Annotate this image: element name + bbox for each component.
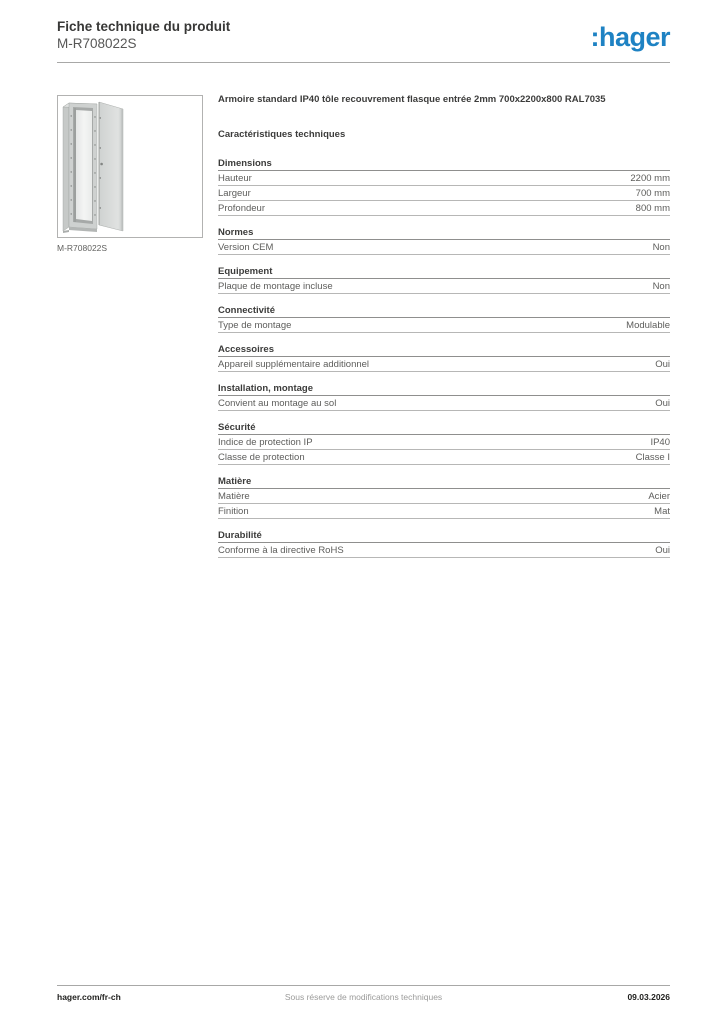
spec-value: 800 mm bbox=[635, 203, 670, 214]
spec-section-normes bbox=[218, 228, 670, 255]
section-title: Dimensions bbox=[218, 159, 670, 171]
table-row bbox=[218, 186, 670, 201]
spec-section-installation bbox=[218, 384, 670, 411]
spec-label: Type de montage bbox=[218, 320, 292, 331]
page-title: Fiche technique du produit bbox=[57, 19, 231, 34]
spec-label: Hauteur bbox=[218, 173, 252, 184]
spec-label: Profondeur bbox=[218, 203, 266, 214]
spec-label: Matière bbox=[218, 491, 250, 502]
footer-date: 09.03.2026 bbox=[627, 992, 670, 1002]
spec-section-equipement bbox=[218, 267, 670, 294]
spec-section-accessoires bbox=[218, 345, 670, 372]
spec-label: Version CEM bbox=[218, 242, 274, 253]
table-row bbox=[218, 489, 670, 504]
section-title: Equipement bbox=[218, 267, 670, 279]
section-title: Normes bbox=[218, 228, 670, 240]
product-description: Armoire standard IP40 tôle recouvrement flasque entrée 2mm 700x2200x800 RAL7035 bbox=[218, 94, 606, 105]
spec-value: 2200 mm bbox=[630, 173, 670, 184]
product-image-caption: M-R708022S bbox=[57, 243, 108, 253]
spec-value: Non bbox=[652, 242, 670, 253]
table-row bbox=[218, 543, 670, 558]
hager-logo: :hager bbox=[590, 22, 670, 52]
section-title: Durabilité bbox=[218, 531, 670, 543]
spec-label: Finition bbox=[218, 506, 249, 517]
footer-divider bbox=[57, 985, 670, 986]
page-footer bbox=[57, 992, 670, 1006]
header-divider bbox=[57, 62, 670, 63]
spec-label: Largeur bbox=[218, 188, 251, 199]
section-title: Installation, montage bbox=[218, 384, 670, 396]
section-title: Matière bbox=[218, 477, 670, 489]
spec-section-securite bbox=[218, 423, 670, 465]
section-title: Sécurité bbox=[218, 423, 670, 435]
spec-value: Oui bbox=[655, 398, 670, 409]
table-row bbox=[218, 318, 670, 333]
table-row bbox=[218, 357, 670, 372]
door-lock-detail bbox=[100, 163, 103, 166]
spec-value: Mat bbox=[654, 506, 670, 517]
spec-value: IP40 bbox=[650, 437, 670, 448]
spec-value: Classe I bbox=[635, 452, 670, 463]
table-row bbox=[218, 279, 670, 294]
table-row bbox=[218, 450, 670, 465]
characteristics-title: Caractéristiques techniques bbox=[218, 129, 346, 140]
product-reference: M-R708022S bbox=[57, 36, 137, 51]
section-title: Accessoires bbox=[218, 345, 670, 357]
spec-label: Indice de protection IP bbox=[218, 437, 313, 448]
spec-value: 700 mm bbox=[635, 188, 670, 199]
footer-website-link[interactable]: hager.com/fr-ch bbox=[57, 992, 121, 1002]
table-row bbox=[218, 504, 670, 519]
spec-label: Appareil supplémentaire additionnel bbox=[218, 359, 370, 370]
spec-section-durabilite bbox=[218, 531, 670, 558]
page-header bbox=[57, 18, 230, 52]
spec-section-connectivite bbox=[218, 306, 670, 333]
spec-value: Oui bbox=[655, 359, 670, 370]
table-row bbox=[218, 240, 670, 255]
table-row bbox=[218, 435, 670, 450]
spec-value: Acier bbox=[648, 491, 670, 502]
table-row bbox=[218, 201, 670, 216]
spec-value: Non bbox=[652, 281, 670, 292]
spec-label: Conforme à la directive RoHS bbox=[218, 545, 344, 556]
spec-label: Convient au montage au sol bbox=[218, 398, 337, 409]
specs-column bbox=[218, 94, 670, 558]
spec-value: Modulable bbox=[626, 320, 670, 331]
section-title: Connectivité bbox=[218, 306, 670, 318]
product-image-box bbox=[57, 95, 203, 238]
table-row bbox=[218, 171, 670, 186]
spec-label: Classe de protection bbox=[218, 452, 305, 463]
product-image bbox=[58, 96, 202, 237]
spec-section-dimensions bbox=[218, 159, 670, 216]
spec-label: Plaque de montage incluse bbox=[218, 281, 333, 292]
footer-disclaimer: Sous réserve de modifications techniques bbox=[284, 992, 443, 1002]
table-row bbox=[218, 396, 670, 411]
spec-value: Oui bbox=[655, 545, 670, 556]
spec-section-matiere bbox=[218, 477, 670, 519]
